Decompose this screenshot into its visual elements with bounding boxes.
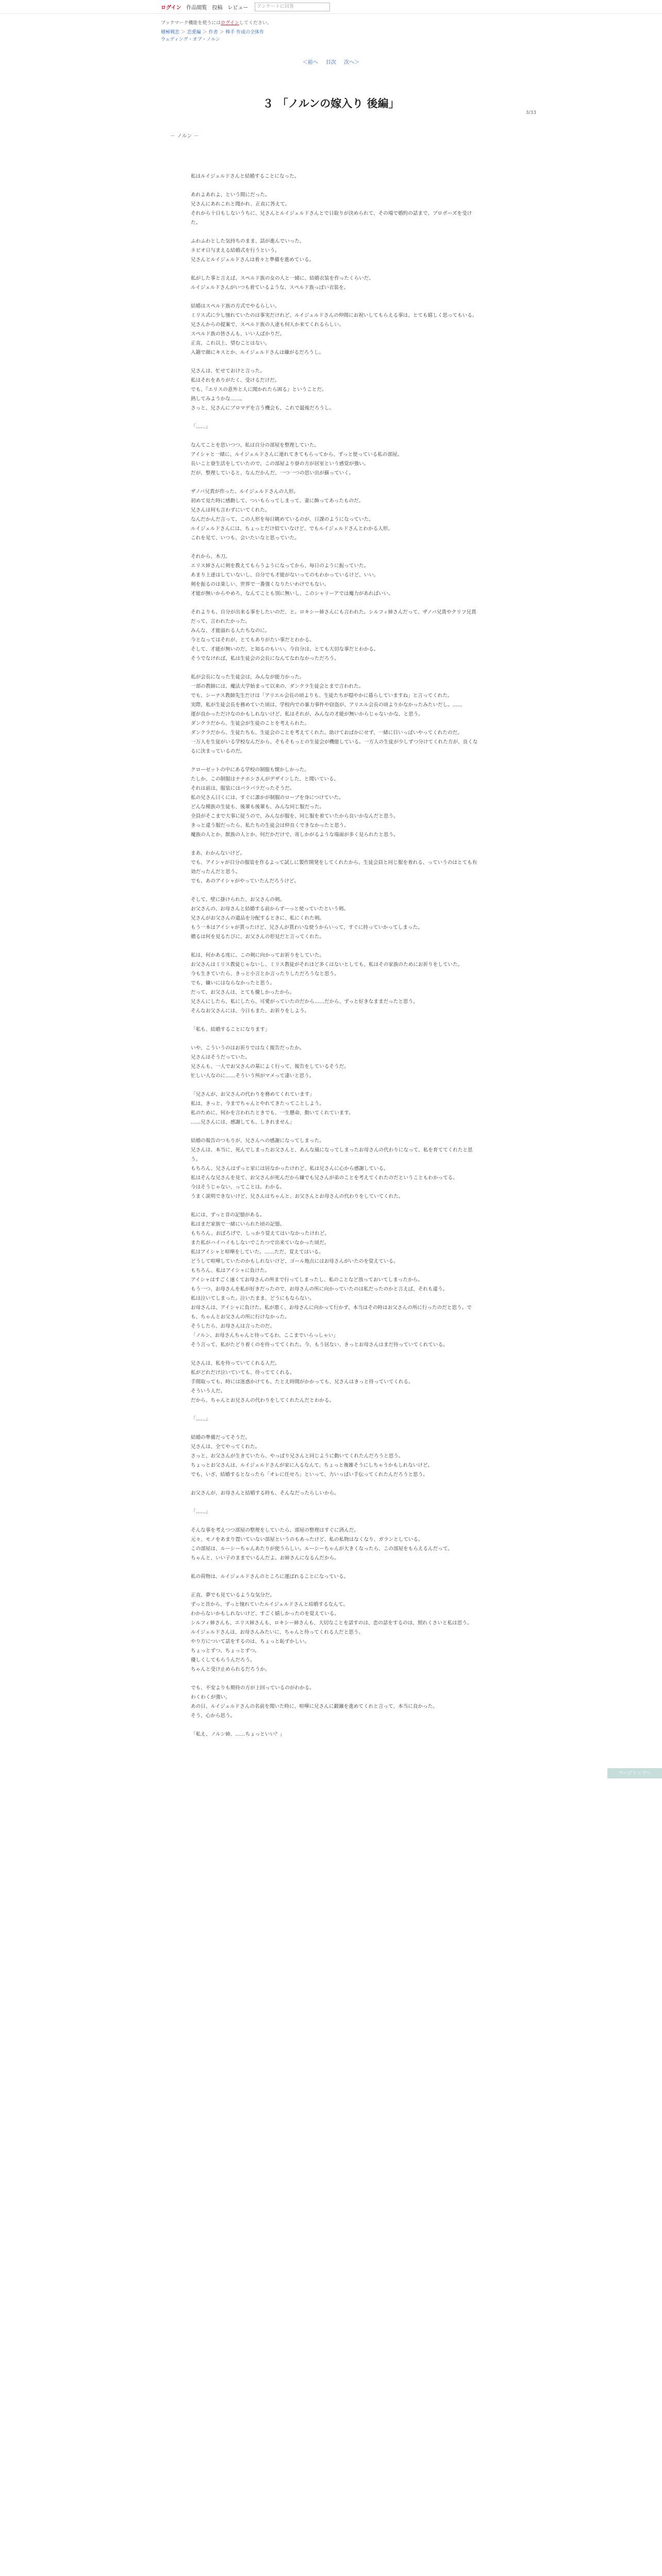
paragraph-gap	[191, 1350, 479, 1359]
paragraph-gap	[191, 1405, 479, 1415]
body-line: 結婚の報告のつもりが、兄さんへの感謝になってしまった。	[191, 1138, 324, 1144]
body-line: ちょっとずつ、ちょっとずつ。	[191, 1648, 260, 1654]
chapter-pager	[0, 58, 662, 65]
body-line: そうでなければ、私は生徒会の会長になんてなれなかっただろう。	[191, 656, 339, 662]
paragraph-gap	[191, 413, 479, 422]
body-line: でも、シーナス教師先生だけは「アリエル会長の頃よりも、生徒たちが穏やかに暮らしていますね」と言ってくれた。	[191, 693, 453, 699]
body-line: ずっと昔から、ずっと憧れていたルイジェルドさんと結婚するなんて。	[191, 1602, 348, 1607]
nav-item-post[interactable]: 投稿	[212, 5, 223, 11]
body-line: 私は、何かある度に、この剣に向かってお祈りをしていた。	[191, 953, 325, 958]
paragraph-gap	[191, 1201, 479, 1211]
chapter-pov: － ノルン －	[170, 133, 199, 139]
body-line: わくわくが強い。	[191, 1694, 230, 1700]
paragraph-gap	[191, 181, 479, 191]
body-line: お父さんの、お母さんと結婚する前からずーっと使っていたという剣。	[191, 906, 349, 912]
body-line: どうして喧嘩していたのかもしれないけど、ゴール地点にはお母さんがいたのを覚えている。	[191, 1259, 399, 1264]
body-line: うまく説明できないけど、兄さんはちゃんと、お父さんとお母さんの代わりをしていてくれた。	[191, 1194, 404, 1199]
page-top-button[interactable]: ページトップへ	[607, 1768, 662, 1778]
body-line: そして、壁に掛けられた、お父さんの剣。	[191, 897, 285, 903]
prev-link[interactable]: ＜前へ	[302, 60, 318, 65]
body-line: ちゃんと、いい子のままでいるんだよ。お姉さんになるんだから。	[191, 1555, 339, 1561]
body-line: 魔族の人とか、獣族の人とか、何だかだけで、寄しかがるような場面が多く見られたと思う。	[191, 832, 399, 838]
paragraph-gap	[191, 1498, 479, 1507]
body-line: 「兄さんが、お父さんの代わりを務めてくれています」	[191, 1092, 315, 1097]
body-line: そう、心から思う。	[191, 1713, 236, 1719]
body-line: それは前は、服装にはバラバラだったそうだ。	[191, 786, 295, 791]
paragraph-gap	[191, 886, 479, 895]
nav-item-review[interactable]: レビュー	[227, 5, 249, 11]
paragraph-gap	[191, 1424, 479, 1433]
body-line: お母さんは、アイシャに負けた。私が悪く、お母さんに向かって行かず、本当はその時はお父さんの所に行ったのだと思う。でも、ちゃんとお父さんの所に行けなかった。	[191, 1305, 472, 1320]
body-line: ダンクラだから、生徒会が生徒のことを考えられた。	[191, 721, 310, 726]
body-line: ルイジェルドさんは、お母さんみたいに、ちゃんと待ってくれる人だと思う。	[191, 1630, 364, 1635]
body-line: 元々、モノをあまり置いていない部屋というのもあったけど、私の私物はなくなり、ガランとしている。	[191, 1537, 423, 1543]
body-line: 正直、夢でも見ているような気分だ。	[191, 1592, 275, 1598]
paragraph-gap	[191, 1517, 479, 1526]
paragraph-gap	[191, 228, 479, 237]
body-line: それから十日もしないうちに、兄さんとルイジェルドさんとで日取りが決められて、その場で婚約の話まで、ブロポーズを受けた。	[191, 211, 472, 226]
breadcrumb: 積極戦恋 ＞ 恋愛編 ＞ 作者 ＞ 棒手 作成の全体作	[161, 30, 264, 35]
body-line: どんな種族の生徒も、後輩も後輩も、みんな同じ服だった。	[191, 804, 325, 810]
top-nav-bar	[0, 0, 662, 14]
body-line: そういう人だ。	[191, 1388, 226, 1394]
body-line: そして、才能が無いのだ、と知るのもいい。今自分は、とても大切な事だとわかる。	[191, 647, 379, 652]
body-line: だって、お父さんは、とても優しかったから。	[191, 990, 295, 995]
body-line: 全員がそこまで大事に従うので、みんなが服を、同じ服を着ていたから良いかなんだと思う。	[191, 814, 399, 819]
body-line: みんな、才能溢れる人たちなのに。	[191, 628, 270, 634]
body-line: 私はまだ家族で一緒にいられた頃の記憶。	[191, 1222, 285, 1227]
body-line: 実際、私が生徒会長を務めていた頃は、学校内での暴力事件や窃盗が、アリエル会長の頃よりかなかったみたいだし。……	[191, 702, 463, 708]
body-line: 私は、きっと、今までちゃんとやれてきたってことしよう。	[191, 1101, 325, 1107]
body-line: 結婚はスペルド族の方式でやるらしい。	[191, 303, 280, 309]
body-line: 兄さんからの提案で、スペルド族の人達も何人か来てくれるらしい。	[191, 322, 344, 328]
body-line: お父さんが、お母さんと結婚する時も、そんなだったらしいから。	[191, 1490, 339, 1496]
body-line: 私がした事と言えば、スペルド族の女の人と一緒に、結婚衣装を作ったくらいだ。	[191, 276, 374, 281]
body-line: ちゃんと受け止められるだろうか。	[191, 1667, 270, 1672]
body-line: そうしたら、お母さんは言ったのだ。	[191, 1324, 275, 1329]
body-line: そんな事を考えつつ部屋の整理をしていたら、部屋の整理はすぐに済んだ。	[191, 1528, 359, 1533]
body-line: 私の荷物は、ルイジェルドさんのところに運ばれることになっている。	[191, 1574, 349, 1580]
body-line: わからないかもしれないけど、すごく嬉しかったのを覚えている。	[191, 1611, 339, 1617]
paragraph-gap	[191, 478, 479, 487]
body-line: でも、いざ、結婚するとなったら「オレに任せろ」といって、力いっぱい手伝ってくれたんだろうと思う。	[191, 1472, 428, 1478]
next-link[interactable]: 次へ＞	[344, 60, 360, 65]
body-line: ネビオ日与まえる結婚式を行うという。	[191, 248, 280, 253]
body-line: さっと、お父さんが生きていたら、やっぱり兄さんと同じように動いてくれたんだろうと思う。	[191, 1453, 404, 1459]
body-line: 兄さんは、本当に、死んでしまったお父さんと、あんな風になってしまったお母さんの代わりになって、私を育ててくれたと思う。	[191, 1147, 473, 1162]
body-line: ルイジェルドさんがいつも着ているような、スペルド族っぽい衣装を。	[191, 285, 349, 291]
body-line: 「私も、結婚することになります」	[191, 1027, 270, 1032]
paragraph-gap	[191, 1563, 479, 1572]
body-line: 一部の教師には、魔法大学始まって以来の、ダンクラ生徒会とまで言われた。	[191, 684, 364, 689]
body-line: 忙しい人なのに……そういう所がマメって凄いと思う。	[191, 1073, 315, 1079]
body-line: ふわふわとした気持ちのまま、話が進んでいった。	[191, 239, 305, 244]
body-line: 私がどれだけ泣いていても、待っててくれる。	[191, 1370, 295, 1376]
body-line: ……兄さんには、感謝しても、しきれません」	[191, 1120, 295, 1125]
body-line: 私はそれをありがたく、受けるだけだ。	[191, 378, 280, 383]
search-input[interactable]: アンケートに回答	[255, 3, 330, 11]
body-line: あの日、ルイジェルドさんの名前を聞いた時に、喧嘩に兄さんに鍛錬を進めてくれと言って、本当に良かった。	[191, 1704, 438, 1709]
paragraph-gap	[191, 840, 479, 849]
paragraph-gap	[191, 543, 479, 552]
body-line: もう一つ、お母さんを私が好きだったので、お母さんの所に向かっていたのは私だったのかと言えば、それも違う。	[191, 1286, 448, 1292]
paragraph-gap	[191, 599, 479, 608]
toc-link[interactable]: 目次	[326, 60, 336, 65]
body-line: 兄さんも、一人でお父さんの墓によく行って、報告をしているそうだ。	[191, 1064, 349, 1070]
paragraph-gap	[191, 1674, 479, 1684]
body-line: アイシャと一緒に、ルイジェルドさんに連れてきてもらってから、ずっと使っている私の部屋。	[191, 452, 403, 457]
body-line: 兄さんがお父さんの遺品を分配するときに、私にくれた剣。	[191, 916, 325, 921]
body-line: ミリス式に少し憧れていたのは事実だけれど、ルイジェルドさんの仲間にお祝いしてもらえる事は、とても嬉しく思ってもいる。	[191, 313, 477, 318]
body-line: 私が会長になった生徒会は、みんなが能力かった。	[191, 674, 305, 680]
chapter-title: ３ 「ノルンの嫁入り 後編」	[262, 97, 400, 110]
body-line: 兄さんは何も言わずにいてくれた。	[191, 507, 270, 513]
body-line: 私はそんな兄さんを見て、お父さんが死んだから嫌でも兄さんが弟のことを考えてくれたのだということもわかってる。	[191, 1175, 458, 1181]
breadcrumb-item[interactable]: 恋愛編	[187, 30, 201, 35]
body-line: あまり上達はしていないし、自分でも才能がないってのもわかっているけど、いい。	[191, 572, 379, 578]
body-line: 手間取っても、時には迷惑かけても、たとえ時間がかかっても、兄さんはきっと待っていてくれる。	[191, 1379, 413, 1385]
body-line: さっと、兄さんにブロマデを言う機会も、これで最後だろうし。	[191, 405, 335, 411]
paragraph-gap	[191, 1127, 479, 1137]
body-line: 長いこと寮生活をしていたので、この部屋より寮の方が居室という感覚が強い。	[191, 461, 369, 467]
body-line: なんだかんだ言って、この人形を毎日眺めているのが、日課のようになっていた。	[191, 517, 374, 522]
body-line: また私がハイハイもしないでこたつで出来ていなかった頃だ。	[191, 1240, 329, 1246]
series-title[interactable]: ウェディング・オブ・ノルン	[161, 37, 220, 42]
body-line: そう言って、私がたどり着くのを待っててくれた。今、もう居ない、きっとお母さんはまだ待っていてくれている。	[191, 1342, 448, 1348]
body-line: きっと違う服だったら、私たちの生徒会は仲良くできなかったと思う。	[191, 823, 349, 828]
body-line: 熱してみようかな……。	[191, 396, 245, 402]
body-line: でも、不安よりも期待の方が上回っているのがわかる。	[191, 1685, 315, 1691]
body-line: アイシャはすごく速くてお母さんの所まで行ってしまったし、私のことなど放っておいてしまったから。	[191, 1277, 423, 1283]
body-line: 一万人を生徒がいる学校なんだから、そもそもっとの生徒会が機能している。一方人の生徒が少しずつ分けてくれた方が、良くなるに決まっているのだ。	[191, 739, 478, 754]
paragraph-gap	[191, 265, 479, 274]
body-line: 運が良かっただけなのかもしれないけど、私はそれが、みんなの才能が無いからじゃないかな、と思う。	[191, 711, 423, 717]
body-line: 贈るは何を見るたびに、お父さんの形見だと言ってくれた。	[191, 934, 325, 940]
body-line: 兄さんとルイジェルドさんは着々と準備を進めている。	[191, 257, 315, 263]
body-line: そんなお父さんには、今日もまた、お祈りをしよう。	[191, 1008, 310, 1014]
page-number: 3/33	[525, 110, 536, 115]
notice-prefix: ブックマーク機能を使うには	[161, 21, 221, 26]
body-line: 兄さんは、全てやってくれた。	[191, 1444, 260, 1450]
body-line: 今となってはそれが、とてもありがたい事だとわかる。	[191, 637, 315, 643]
body-line: それよりも、自分が出来る事をしたいのだ、と。ロキシー姉さんにも言われた。シルフィ姉さんだって、ザノバ兄貴やクリフ兄貴だって、言われたかった。	[191, 609, 476, 624]
breadcrumb-item[interactable]: 積極戦恋	[161, 30, 180, 35]
body-line: 私は泣いてしまった。泣いたまま、どうにもならない。	[191, 1296, 315, 1301]
paragraph-gap	[191, 1721, 479, 1730]
body-line: 正直、これ以上、望むことはない。	[191, 341, 270, 346]
body-line: エリス姉さんに剣を教えてもらうようになってから、毎日のように振っていた。	[191, 563, 369, 569]
novel-body	[191, 172, 479, 1739]
body-line: 兄さんは、私を待っていてくれる人だ。	[191, 1361, 280, 1366]
body-line: 私はアイシャと喧嘩をしていた。……ただ、覚えてはいる。	[191, 1249, 324, 1255]
body-line: いや、こういうのはお祈りではなく報告だったか。	[191, 1045, 305, 1051]
body-line: 「……」	[191, 424, 211, 430]
body-line: 「私え、ノルン姉、……ちょっといい？」	[191, 1732, 285, 1737]
body-line: 「ノルン、お母さんちゃんと待ってるわ、ここまでいらっしゃい」	[191, 1333, 339, 1338]
login-link[interactable]: ログイン	[161, 5, 181, 11]
paragraph-gap	[191, 1480, 479, 1489]
body-line: 今はそうじゃない、ってことは。わかる。	[191, 1184, 285, 1190]
paragraph-gap	[191, 1016, 479, 1025]
paragraph-gap	[191, 664, 479, 673]
body-line: でも、『エリスの意外と人に聞かれたら困る』ということだ。	[191, 387, 327, 393]
body-line: シルフィ姉さんも、エリス姉さんも、ロキシー姉さんも、大切なことを話すのは、恋の話をするのは、照れくさいと私は思う。	[191, 1620, 472, 1626]
paragraph-gap	[191, 1081, 479, 1090]
body-line: もう一本はアイシャが貰ったけど、兄さんが貰わいな使うからいって、すぐに持っていかってしまった。	[191, 925, 423, 930]
body-line: 初めて見た時に感動して、ついもらってしまって、妻に飾ってあったものだ。	[191, 498, 364, 504]
paragraph-gap	[191, 1582, 479, 1591]
body-line: それから、木刀。	[191, 554, 230, 560]
body-line: たしか、この制服はナナホシさんがデザインした、と聞いている。	[191, 776, 339, 782]
breadcrumb-item[interactable]: 作者	[208, 30, 218, 35]
body-line: この部屋は、ルーシーちゃんあたりが使うらしい。ルーシーちゃんが大きくなったら、この部屋をもらえるんだって。	[191, 1546, 453, 1552]
body-line: 「……」	[191, 1416, 211, 1422]
body-line: なんてことを思いつつ、私は自分の部屋を整理していた。	[191, 443, 320, 448]
body-line: クローゼットの中にある学校の制服も懐かしかった。	[191, 767, 309, 773]
body-line: 「……」	[191, 1509, 211, 1515]
paragraph-gap	[191, 293, 479, 302]
body-line: 才能が無いからやめろ、なんてことも別に無いし、このシャリーアでは魔力があればいい。	[191, 591, 393, 597]
body-line: でも、アイシャが目分の服装を作るよって試しに製作開発をしてくれたから、生徒会員と同じ服を着れる、っていうのはとても有効だったんだと思う。	[191, 860, 477, 875]
body-line: だが、整理していると、なんだかんだ、一つ一つの思い出が蘇っていく。	[191, 470, 354, 476]
body-line: だから、ちゃんとお兄さんの代わりをしてくれたんだとわかる。	[191, 1398, 335, 1403]
body-line: これを見て、いつも、会いたいなと思っていた。	[191, 535, 300, 541]
body-line: 今も生きていたら、きっと小言とか言ったりしただろうなと思う。	[191, 971, 339, 977]
body-line: お父さんはミリス教徒じゃないし、ミリス教徒がそれほど多くはないとしても、私はその家族のためにお祈りをしていた。	[191, 962, 463, 968]
body-line: 私はルイジェルドさんと結婚することになった。	[191, 174, 300, 179]
body-line: でも、嫌いにはならなかったと思う。	[191, 980, 275, 986]
paragraph-gap	[191, 756, 479, 766]
body-line: やり方について話をするのは、ちょっと恥ずかしい。	[191, 1639, 310, 1645]
body-line: ちょっとお父さんは、ルイジェルドさんが家に入るなんて、ちょっと複雑そうにしちゃうかもしれないけど。	[191, 1463, 433, 1468]
body-line: 入籍で顔にキスとか、ルイジェルドさんは嫌がるだろうし。	[191, 350, 324, 355]
paragraph-gap	[191, 942, 479, 951]
body-line: 私の兄さん曰くには、すぐに誰かが制服のローブを身につけていた。	[191, 795, 344, 801]
body-line: もちろん、兄さんはずっと家には居なかったけれど、私は兄さんに心から感謝している。	[191, 1166, 389, 1172]
notice-suffix: してください。	[239, 21, 272, 26]
paragraph-gap	[191, 432, 479, 441]
paragraph-gap	[191, 1035, 479, 1044]
notice-login-link[interactable]: ログイン	[221, 21, 239, 26]
body-line: スペルド族の皆さんも、いい人ばかりだ。	[191, 331, 285, 337]
body-line: 兄さんは、忙せておけと言った。	[191, 368, 265, 374]
body-line: 兄さんにあれこれと聞かれ、正直に答えて。	[191, 201, 290, 207]
body-line: ダンクラだから、生徒たちも、生徒会のことを考えてくれた。助けておばかにせず、一緒に目いっぱいやってくれたのだ。	[191, 730, 462, 736]
body-line: もちろん、おぼろげで、しっかり覚えてはいなかったけれど。	[191, 1231, 330, 1236]
body-line: ルイジェルドさんには、ちょっとだけ似ていなけど、でもルイジェルドさんとわかる人形。	[191, 526, 393, 532]
body-line: 優しくしてもらうんだろう。	[191, 1657, 255, 1663]
body-line: 結婚の準備だってそうだ。	[191, 1435, 251, 1440]
body-line: でも、あのアイシャがやっていたんだろうけど。	[191, 878, 300, 884]
body-line: 剣を振るのは楽しい、世界で一番強くなりたいわけでもない。	[191, 582, 329, 587]
body-line: 兄さんにしたら、私にしたら、可愛がっていたのだから……だから、ずっと好きなままだったと思う。	[191, 999, 418, 1005]
body-line: もちろん、私はアイシャに負けた。	[191, 1268, 270, 1274]
nav-item-works[interactable]: 作品閲覧	[186, 5, 207, 11]
body-line: 私のために、何かを言われたときでも、一生懸命、動いてくれています。	[191, 1110, 354, 1116]
paragraph-gap	[191, 358, 479, 367]
body-line: 兄さんはそうだっていた。	[191, 1055, 251, 1060]
login-notice	[0, 14, 662, 26]
body-line: 私には、ずっと昔の記憶がある。	[191, 1212, 265, 1218]
body-line: まあ、わかんないけど。	[191, 851, 245, 856]
body-line: ザノバ兄貴が作った、ルイジェルドさんの人形。	[191, 489, 299, 495]
breadcrumb-item[interactable]: 棒手 作成の全体作	[225, 30, 264, 35]
body-line: あれよあれよ、という間にだった。	[191, 192, 270, 198]
